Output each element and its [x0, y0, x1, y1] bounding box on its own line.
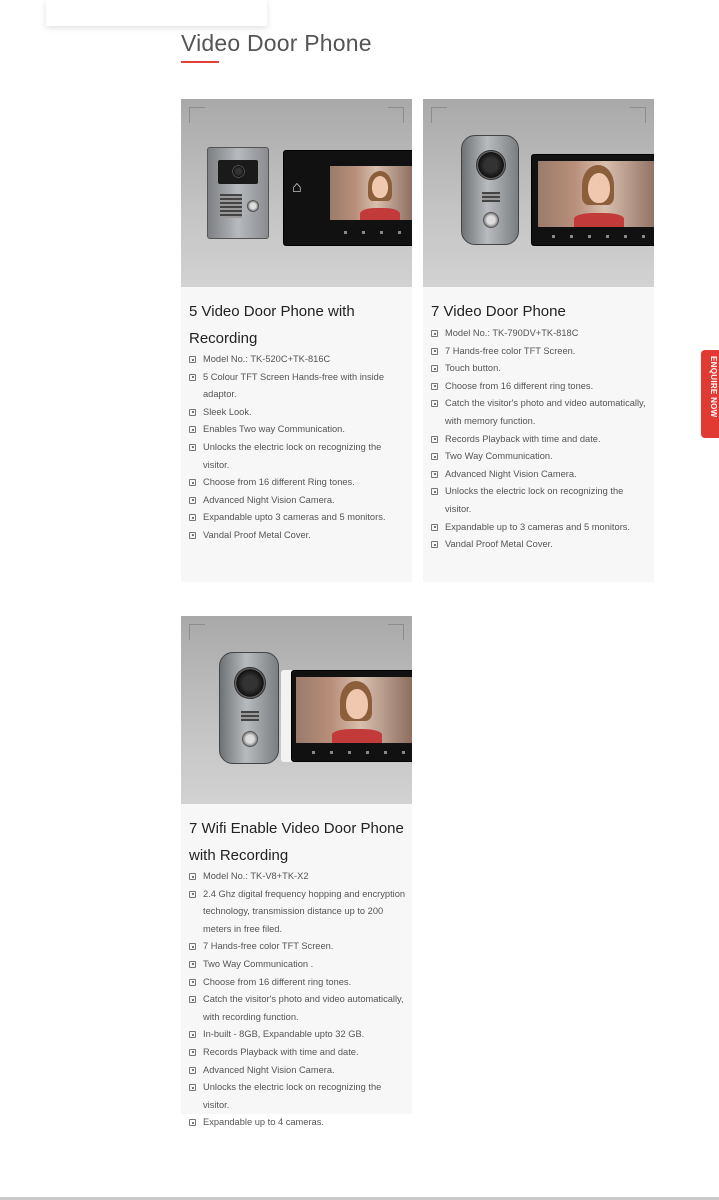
checkbox-bullet-icon: [189, 497, 196, 504]
product-card-2[interactable]: [423, 99, 654, 582]
house-icon: ⌂: [292, 179, 302, 196]
product-image-2: [423, 99, 654, 287]
checkbox-bullet-icon: [189, 1049, 196, 1056]
feature-item: Records Playback with time and date.: [189, 1044, 407, 1062]
frame-corner: [189, 107, 205, 123]
checkbox-bullet-icon: [189, 409, 196, 416]
product-card-3[interactable]: [181, 616, 412, 1128]
checkbox-bullet-icon: [189, 1067, 196, 1074]
checkbox-bullet-icon: [189, 996, 196, 1003]
product-title-line: 7 Video Door Phone: [431, 303, 566, 320]
product-title-3: [189, 815, 409, 869]
checkbox-bullet-icon: [431, 488, 438, 495]
enquire-now-label: ENQUIRE NOW: [709, 356, 718, 418]
feature-item: Choose from 16 different Ring tones.: [189, 474, 407, 492]
checkbox-bullet-icon: [431, 471, 438, 478]
title-underline: [181, 61, 219, 63]
feature-item: Sleek Look.: [189, 404, 407, 422]
feature-item: Vandal Proof Metal Cover.: [431, 536, 649, 554]
feature-item: Vandal Proof Metal Cover.: [189, 527, 407, 545]
feature-item: Model No.: TK-520C+TK-816C: [189, 351, 407, 369]
checkbox-bullet-icon: [431, 330, 438, 337]
feature-item: Expandable up to 3 cameras and 5 monitors.: [431, 519, 649, 537]
product-title-1: [189, 298, 409, 352]
checkbox-bullet-icon: [189, 943, 196, 950]
product-title-2: [431, 298, 651, 325]
header-dropdown-card: [46, 0, 267, 26]
feature-item: Records Playback with time and date.: [431, 431, 649, 449]
feature-item: Advanced Night Vision Camera.: [189, 1062, 407, 1080]
feature-item: Expandable up to 4 cameras.: [189, 1114, 407, 1132]
feature-list-2: [431, 325, 649, 554]
enquire-now-button[interactable]: [701, 350, 719, 438]
checkbox-bullet-icon: [189, 514, 196, 521]
product-image-1: [181, 99, 412, 287]
feature-item: In-built - 8GB, Expandable upto 32 GB.: [189, 1026, 407, 1044]
product-title-line: 5 Video Door Phone with: [189, 303, 355, 320]
feature-item: Unlocks the electric lock on recognizing the visitor.: [189, 439, 407, 474]
feature-item: Expandable upto 3 cameras and 5 monitors.: [189, 509, 407, 527]
feature-item: Two Way Communication .: [189, 956, 407, 974]
checkbox-bullet-icon: [189, 891, 196, 898]
checkbox-bullet-icon: [189, 961, 196, 968]
checkbox-bullet-icon: [189, 873, 196, 880]
checkbox-bullet-icon: [431, 541, 438, 548]
product-title-line: 7 Wifi Enable Video Door Phone: [189, 820, 404, 837]
feature-item: 5 Colour TFT Screen Hands-free with inside adaptor.: [189, 369, 407, 404]
feature-item: Touch button.: [431, 360, 649, 378]
indoor-monitor: [283, 150, 412, 246]
feature-item: 2.4 Ghz digital frequency hopping and encryption technology, transmission distance up to 200 meters in free filed.: [189, 886, 407, 939]
outdoor-unit: [219, 652, 279, 764]
feature-item: 7 Hands-free color TFT Screen.: [189, 938, 407, 956]
feature-item: Two Way Communication.: [431, 448, 649, 466]
checkbox-bullet-icon: [189, 356, 196, 363]
product-image-3: [181, 616, 412, 804]
feature-item: Model No.: TK-V8+TK-X2: [189, 868, 407, 886]
page-title: Video Door Phone: [181, 30, 372, 56]
checkbox-bullet-icon: [431, 365, 438, 372]
checkbox-bullet-icon: [431, 383, 438, 390]
checkbox-bullet-icon: [189, 444, 196, 451]
feature-list-3: [189, 868, 407, 1132]
checkbox-bullet-icon: [189, 374, 196, 381]
indoor-monitor: [291, 670, 412, 762]
checkbox-bullet-icon: [189, 479, 196, 486]
feature-item: Model No.: TK-790DV+TK-818C: [431, 325, 649, 343]
feature-item: Unlocks the electric lock on recognizing the visitor.: [431, 483, 649, 518]
feature-item: Choose from 16 different ring tones.: [189, 974, 407, 992]
feature-item: Catch the visitor's photo and video automatically, with memory function.: [431, 395, 649, 430]
checkbox-bullet-icon: [189, 532, 196, 539]
frame-corner: [388, 624, 404, 640]
feature-item: Advanced Night Vision Camera.: [189, 492, 407, 510]
checkbox-bullet-icon: [189, 1031, 196, 1038]
outdoor-unit: [461, 135, 519, 245]
product-title-line: Recording: [189, 330, 258, 347]
product-card-1[interactable]: [181, 99, 412, 582]
frame-corner: [388, 107, 404, 123]
feature-item: Enables Two way Communication.: [189, 421, 407, 439]
checkbox-bullet-icon: [431, 400, 438, 407]
frame-corner: [431, 107, 447, 123]
checkbox-bullet-icon: [189, 979, 196, 986]
feature-item: Advanced Night Vision Camera.: [431, 466, 649, 484]
checkbox-bullet-icon: [189, 1119, 196, 1126]
checkbox-bullet-icon: [431, 453, 438, 460]
checkbox-bullet-icon: [431, 436, 438, 443]
frame-corner: [630, 107, 646, 123]
feature-list-1: [189, 351, 407, 545]
checkbox-bullet-icon: [189, 426, 196, 433]
checkbox-bullet-icon: [431, 348, 438, 355]
outdoor-unit: [207, 147, 269, 239]
indoor-monitor: [531, 154, 654, 246]
frame-corner: [189, 624, 205, 640]
checkbox-bullet-icon: [431, 524, 438, 531]
feature-item: Unlocks the electric lock on recognizing the visitor.: [189, 1079, 407, 1114]
product-title-line: with Recording: [189, 847, 289, 864]
checkbox-bullet-icon: [189, 1084, 196, 1091]
feature-item: Catch the visitor's photo and video automatically, with recording function.: [189, 991, 407, 1026]
feature-item: 7 Hands-free color TFT Screen.: [431, 343, 649, 361]
feature-item: Choose from 16 different ring tones.: [431, 378, 649, 396]
